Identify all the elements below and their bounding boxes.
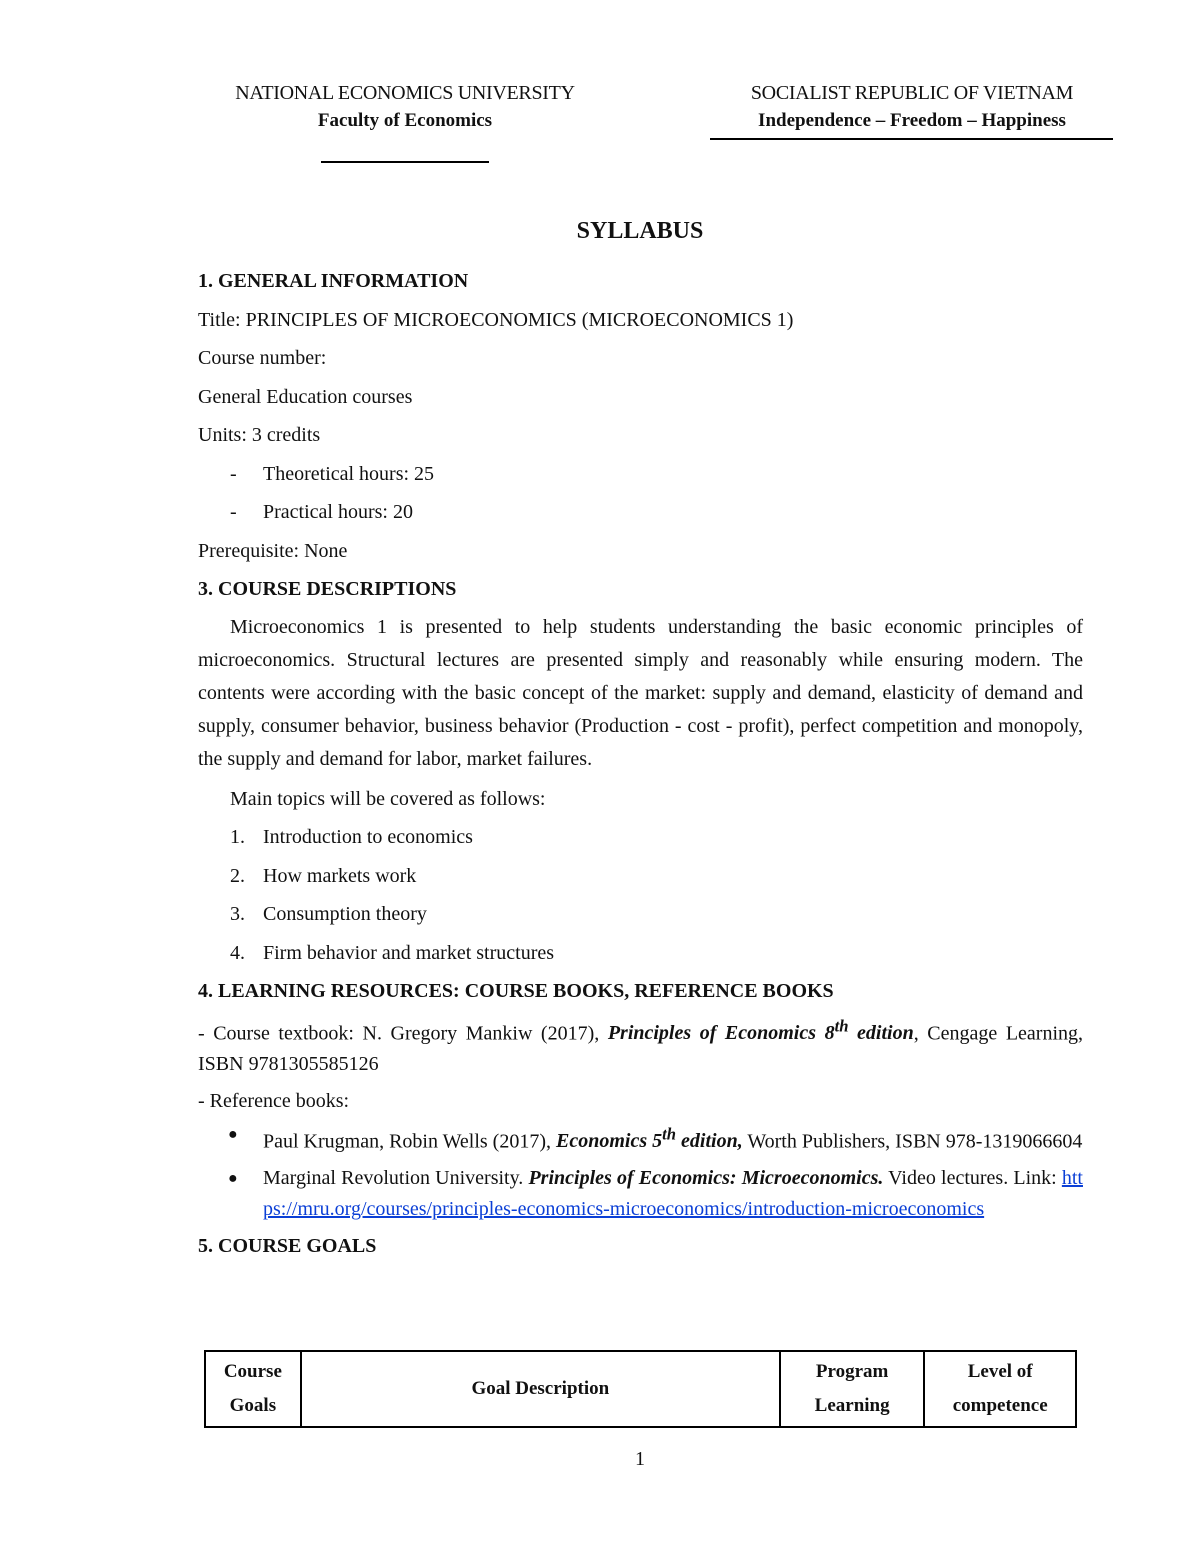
header-course-goals <box>205 1351 301 1427</box>
hours-item-text: Theoretical hours: 25 <box>263 462 435 485</box>
course-description-text: Microeconomics 1 is presented to help students understanding the basic economic principles of microeconomics. Structural lectures are presented simply and reasonably while ensuring modern. The contents were according with the basic concept of the market: supply and demand, elasticity of demand and supply, consumer behavior, business behavior (Production - cost - profit), perfect competition and monopoly, the supply and demand for labor, market failures. <box>198 615 1083 770</box>
header-text: Goal Description <box>471 1378 610 1399</box>
hours-item <box>198 455 1083 494</box>
section-1-heading: 1. GENERAL INFORMATION <box>198 270 469 292</box>
faculty-name: Faculty of Economics <box>317 110 493 131</box>
textbook-suffix: , Cengage Learning, ISBN 9781305585126 <box>198 1022 1084 1076</box>
topic-item <box>198 895 1083 934</box>
hours-item-text: Practical hours: 20 <box>263 501 413 523</box>
page-number: 1 <box>635 1448 645 1470</box>
header-text: competence <box>952 1395 1048 1416</box>
topic-text: How markets work <box>263 864 417 887</box>
header-right-rule <box>710 138 1113 140</box>
reference-edition: edition, <box>676 1130 743 1153</box>
topic-number: 2. <box>230 864 245 887</box>
topic-text: Firm behavior and market structures <box>263 941 555 964</box>
header-text: Course <box>223 1361 282 1382</box>
topic-item <box>198 818 1083 857</box>
dash-marker: - <box>230 501 237 523</box>
header-level-of-competence <box>924 1351 1076 1427</box>
reference-prefix: Paul Krugman, Robin Wells (2017), <box>263 1130 556 1153</box>
hours-item <box>198 493 1083 532</box>
textbook-sup: th <box>834 1016 849 1036</box>
course-title-line: Title: PRINCIPLES OF MICROECONOMICS (MICROECONOMICS 1) <box>198 308 794 331</box>
topic-number: 4. <box>230 941 245 964</box>
header-goal-description <box>301 1351 780 1427</box>
reference-item <box>198 1119 1083 1158</box>
header-program-learning <box>780 1351 925 1427</box>
topic-number: 1. <box>230 826 245 848</box>
document-body <box>198 262 1083 1266</box>
national-motto: Independence – Freedom – Happiness <box>758 110 1066 131</box>
reference-item <box>198 1163 1083 1225</box>
header-left-rule <box>321 161 489 163</box>
header-text: Goals <box>229 1395 277 1416</box>
units-line: Units: 3 credits <box>198 424 321 446</box>
header-text: Level of <box>967 1361 1033 1382</box>
header-text: Learning <box>814 1395 890 1416</box>
reference-suffix: Video lectures. Link: <box>883 1167 1062 1190</box>
topics-intro: Main topics will be covered as follows: <box>230 787 546 810</box>
course-description-paragraph <box>198 611 1083 776</box>
textbook-title-text: Principles of Economics 8 <box>607 1022 835 1045</box>
reference-prefix: Marginal Revolution University. <box>263 1167 529 1190</box>
course-number-line: Course number: <box>198 347 327 369</box>
prerequisite-line: Prerequisite: None <box>198 539 348 562</box>
textbook-edition: edition <box>848 1022 914 1045</box>
reference-title <box>556 1124 743 1153</box>
topic-text: Introduction to economics <box>263 826 473 848</box>
header-text: Program <box>815 1361 889 1382</box>
document-title-text: SYLLABUS <box>576 218 704 244</box>
section-4-heading: 4. LEARNING RESOURCES: COURSE BOOKS, REFERENCE BOOKS <box>198 980 834 1002</box>
table-header-row <box>205 1351 1076 1427</box>
topic-number: 3. <box>230 903 245 925</box>
document-title <box>0 218 1200 245</box>
course-category-line: General Education courses <box>198 385 413 408</box>
country-name: SOCIALIST REPUBLIC OF VIETNAM <box>750 82 1074 104</box>
topic-text: Consumption theory <box>263 903 427 925</box>
dash-marker: - <box>230 462 237 485</box>
reference-title-text: Economics 5 <box>556 1130 663 1153</box>
reference-link[interactable]: https://mru.org/courses/principles-economics-microeconomics/introduction-microeconomics <box>263 1167 1083 1221</box>
course-textbook <box>198 1011 1083 1081</box>
course-goals-table <box>204 1350 1077 1428</box>
reference-suffix: Worth Publishers, ISBN 978-1319066604 <box>742 1130 1083 1153</box>
header-right <box>712 80 1112 136</box>
bullet-icon: ● <box>228 1125 238 1143</box>
textbook-prefix: - Course textbook: N. Gregory Mankiw (2017), <box>198 1022 608 1045</box>
section-3-heading: 3. COURSE DESCRIPTIONS <box>198 578 457 600</box>
reference-books-label: - Reference books: <box>198 1090 350 1113</box>
header-left <box>200 80 610 136</box>
textbook-title <box>607 1016 914 1045</box>
section-5-heading: 5. COURSE GOALS <box>198 1235 377 1258</box>
university-name: NATIONAL ECONOMICS UNIVERSITY <box>235 82 575 104</box>
reference-title: Principles of Economics: Microeconomics. <box>528 1167 884 1190</box>
topic-item <box>198 857 1083 896</box>
reference-sup: th <box>662 1124 677 1144</box>
bullet-icon: ● <box>228 1170 238 1188</box>
topic-item <box>198 934 1083 973</box>
